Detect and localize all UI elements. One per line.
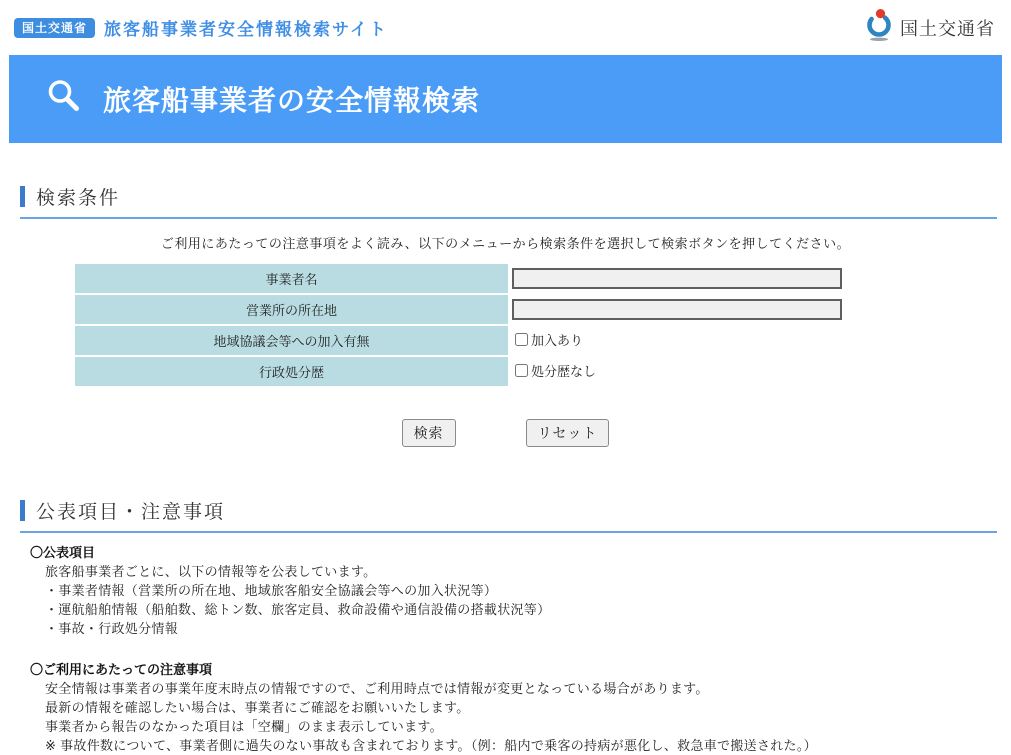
info-block-title: 〇ご利用にあたっての注意事項 — [30, 662, 213, 677]
info-line: 最新の情報を確認したい場合は、事業者にご確認をお願いいたします。 — [45, 700, 470, 715]
reset-button[interactable]: リセット — [526, 419, 610, 447]
section-bar — [20, 186, 25, 207]
site-branding[interactable] — [14, 15, 388, 40]
search-icon — [45, 78, 83, 121]
row-value — [508, 295, 935, 324]
info-line: 旅客船事業者ごとに、以下の情報等を公表しています。 — [45, 564, 377, 579]
search-section-head — [20, 183, 997, 219]
info-line: 安全情報は事業者の事業年度末時点の情報ですので、ご利用時点では情報が変更となっている場合があります。 — [45, 681, 709, 696]
info-block — [30, 543, 1011, 638]
operator-name-input[interactable] — [512, 268, 842, 289]
no-penalty-checkbox[interactable] — [515, 364, 528, 377]
search-row — [75, 295, 935, 324]
top-header — [0, 0, 1011, 55]
section-rule — [20, 531, 997, 533]
info-block — [30, 660, 1011, 755]
section-rule — [20, 217, 997, 219]
search-button[interactable]: 検索 — [402, 419, 456, 447]
info-line: ・運航船舶情報（船舶数、総トン数、旅客定員、救命設備や通信設備の搭載状況等） — [45, 602, 551, 617]
page-banner — [9, 55, 1002, 143]
info-section-head — [20, 497, 997, 533]
org-name: 国土交通省 — [900, 18, 995, 39]
search-section-title: 検索条件 — [36, 188, 121, 209]
search-conditions-table — [75, 262, 935, 388]
search-table-body — [75, 264, 935, 386]
row-label: 営業所の所在地 — [75, 295, 508, 324]
search-instruction: ご利用にあたっての注意事項をよく読み、以下のメニューから検索条件を選択して検索ボタンを押してください。 — [160, 236, 851, 251]
search-row — [75, 326, 935, 355]
banner-title: 旅客船事業者の安全情報検索 — [103, 85, 481, 116]
council-membership-checkbox[interactable] — [515, 333, 528, 346]
info-line: 事業者から報告のなかった項目は「空欄」のまま表示しています。 — [45, 719, 443, 734]
info-line: ※ 事故件数について、事業者側に過失のない事故も含まれております。（例：船内で乗客の持病が悪化し、救急車で搬送された。） — [45, 738, 817, 753]
info-line: ・事故・行政処分情報 — [45, 621, 179, 636]
site-title: 旅客船事業者安全情報検索サイト — [104, 20, 388, 39]
row-value — [508, 357, 935, 386]
row-value — [508, 264, 935, 293]
search-row — [75, 357, 935, 386]
row-value — [508, 326, 935, 355]
info-blocks — [30, 543, 1011, 755]
mlit-logo-icon — [864, 8, 894, 47]
office-location-input[interactable] — [512, 299, 842, 320]
no-penalty-checkbox-label[interactable]: 処分歴なし — [512, 361, 596, 380]
row-label: 事業者名 — [75, 264, 508, 293]
search-row — [75, 264, 935, 293]
row-label: 行政処分歴 — [75, 357, 508, 386]
info-line: ・事業者情報（営業所の所在地、地域旅客船安全協議会等への加入状況等） — [45, 583, 498, 598]
info-section-title: 公表項目・注意事項 — [36, 502, 226, 523]
council-membership-checkbox-label[interactable]: 加入あり — [512, 330, 583, 349]
mlit-badge: 国土交通省 — [14, 18, 95, 38]
button-row — [0, 419, 1011, 447]
mlit-logo-link[interactable] — [864, 8, 995, 47]
info-block-title: 〇公表項目 — [30, 545, 96, 560]
row-label: 地域協議会等への加入有無 — [75, 326, 508, 355]
section-bar — [20, 500, 25, 521]
